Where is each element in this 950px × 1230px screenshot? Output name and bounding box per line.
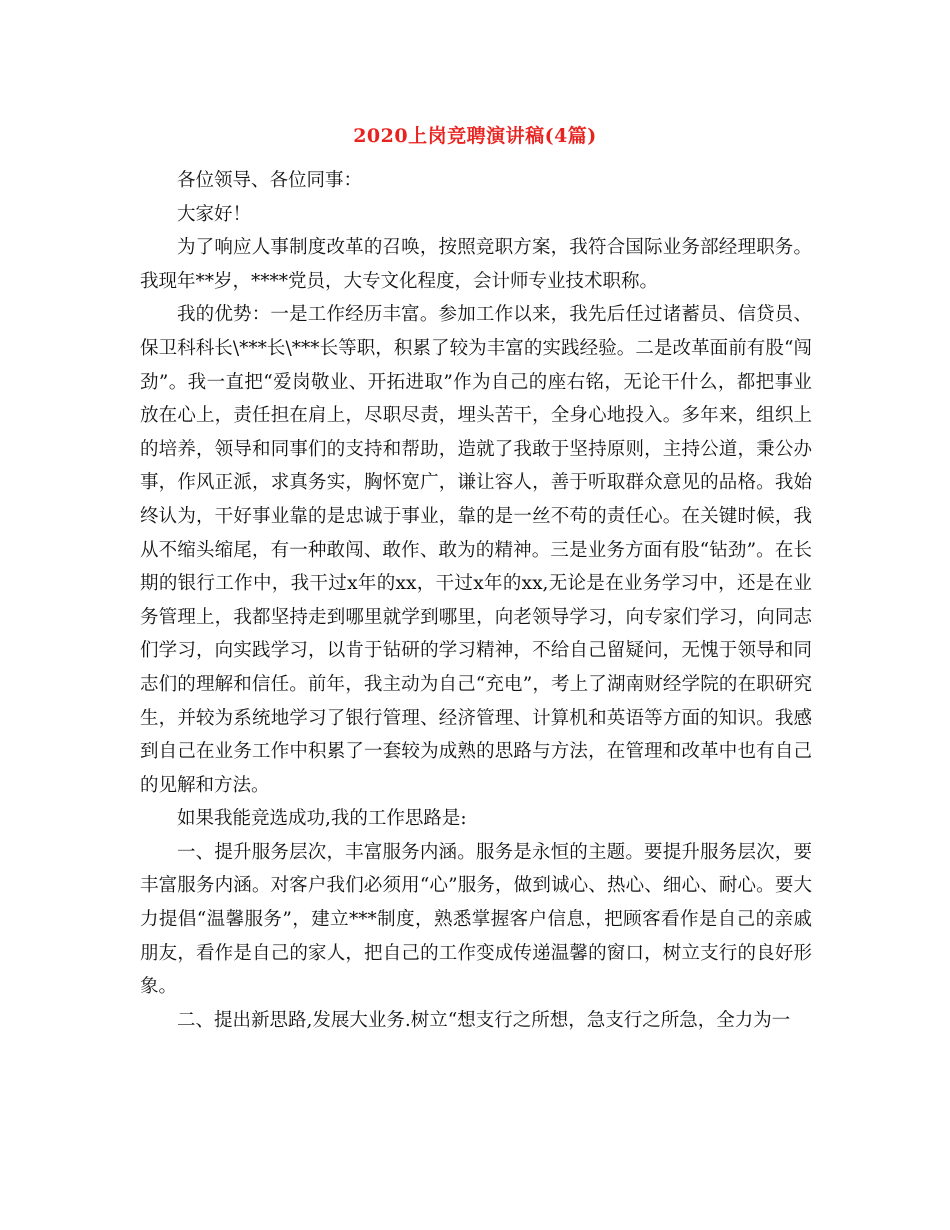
greeting: 大家好！ xyxy=(177,203,252,225)
paragraph-point-one: 一、提升服务层次，丰富服务内涵。服务是永恒的主题。要提升服务层次，要丰富服务内涵。对客户我们必须用“心”服务，做到诚心、热心、细心、耐心。要大力提倡“温馨服务”，建立***制度，熟悉掌握客户信息，把顾客看作是自己的亲戚朋友，看作是自己的家人，把自己的工作变成传递温馨的窗口，树立支行的良好形象。 xyxy=(140,841,812,998)
paragraph-point-two: 二、提出新思路,发展大业务.树立“想支行之所想，急支行之所急，全力为一 xyxy=(177,1009,791,1031)
paragraph-work-plan-intro: 如果我能竞选成功,我的工作思路是: xyxy=(177,808,467,830)
document-title: 2020上岗竞聘演讲稿(4篇) xyxy=(353,125,597,147)
salutation: 各位领导、各位同事： xyxy=(177,170,363,191)
paragraph-advantages: 我的优势：一是工作经历丰富。参加工作以来，我先后任过诸蓄员、信贷员、保卫科科长\***长\***长等职，积累了较为丰富的实践经验。二是改革面前有股“闯劲”。我一直把“爱岗敬业、开拓进取”作为自己的座右铭，无论干什么，都把事业放在心上，责任担在肩上，尽职尽责，埋头苦干，全身心地投入。多年来，组织上的培养，领导和同事们的支持和帮助，造就了我敢于坚持原则，主持公道，秉公办事，作风正派，求真务实，胸怀宽广，谦让容人，善于听取群众意见的品格。我始终认为，干好事业靠的是忠诚于事业，靠的是一丝不苟的责任心。在关键时候，我从不缩头缩尾，有一种敢闯、敢作、敢为的精神。三是业务方面有股“钻劲”。在长期的银行工作中，我干过x年的xx，干过x年的xx,无论是在业务学习中，还是在业务管理上，我都坚持走到哪里就学到哪里，向老领导学习，向专家们学习，向同志们学习，向实践学习，以肯于钻研的学习精神，不给自己留疑问，无愧于领导和同志们的理解和信任。前年，我主动为自己“充电”，考上了湖南财经学院的在职研究生，并较为系统地学习了银行管理、经济管理、计算机和英语等方面的知识。我感到自己在业务工作中积累了一套较为成熟的思路与方法，在管理和改革中也有自己的见解和方法。 xyxy=(140,304,812,796)
paragraph-introduction: 为了响应人事制度改革的召唤，按照竞职方案，我符合国际业务部经理职务。我现年**岁，****党员，大专文化程度，会计师专业技术职称。 xyxy=(140,237,812,292)
document-body xyxy=(140,164,812,1037)
